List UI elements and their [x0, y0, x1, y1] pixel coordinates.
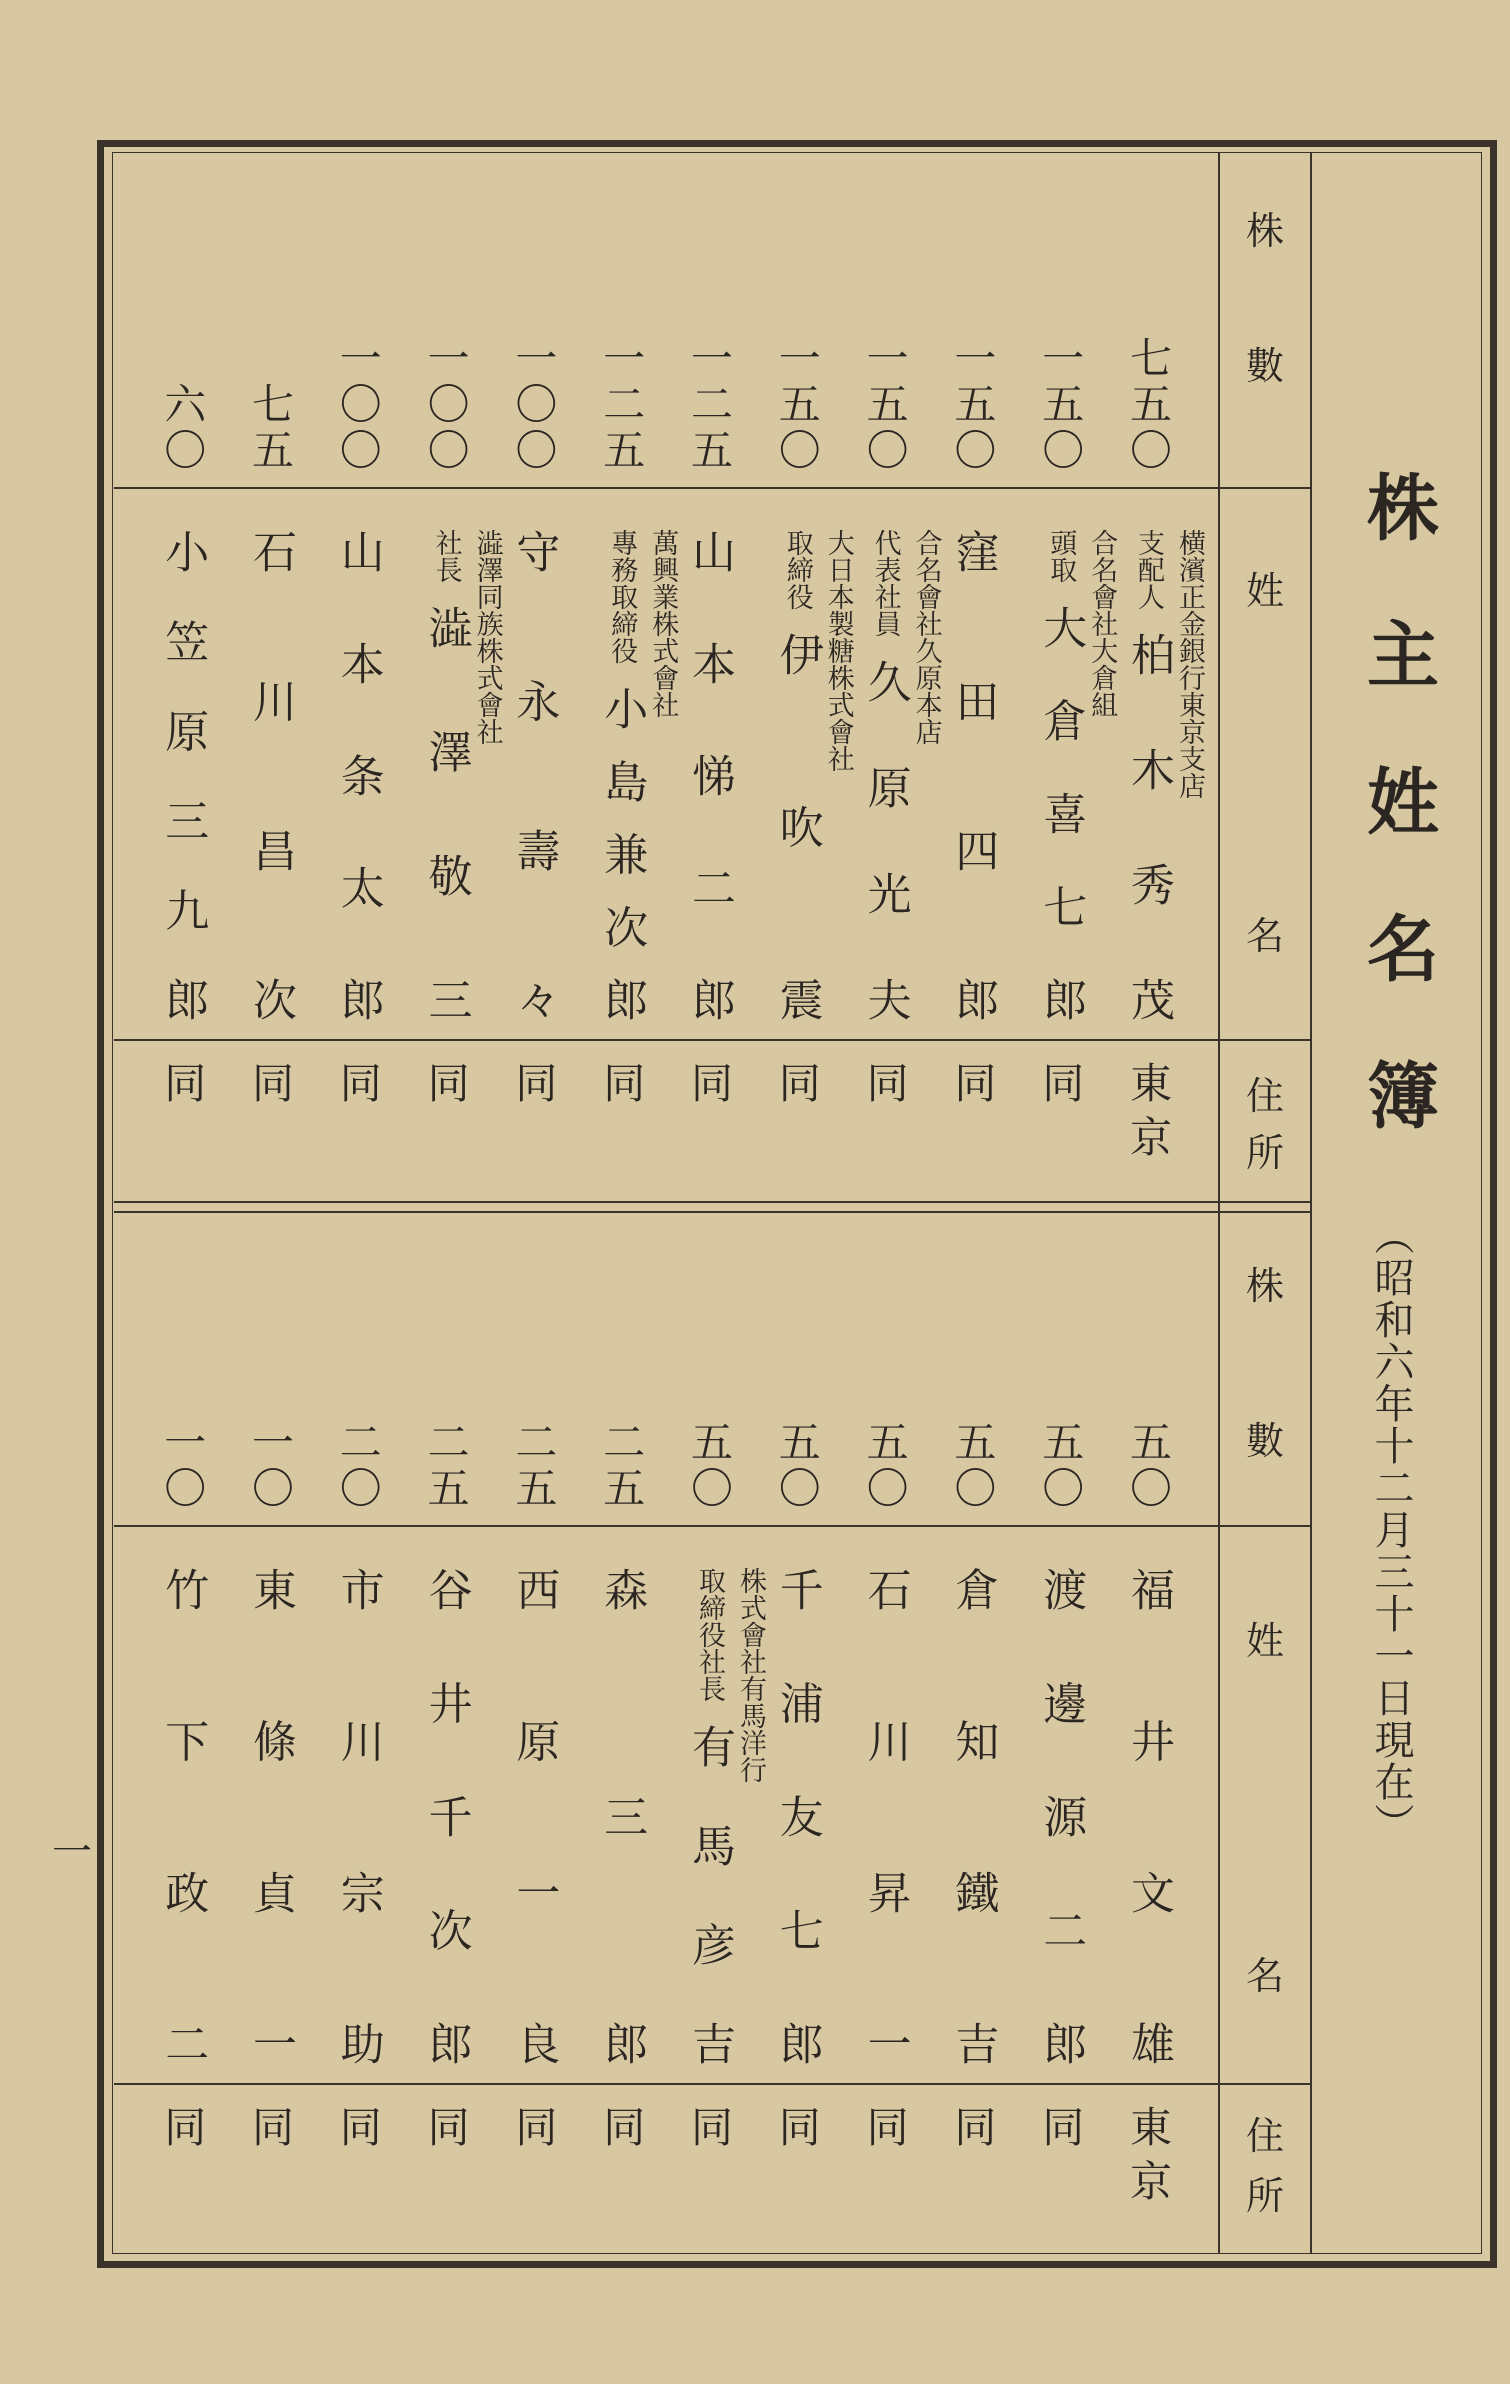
address-cell [226, 1041, 314, 1201]
header-address [1235, 2105, 1295, 2220]
share-count: 二五 [509, 1420, 559, 1512]
share-count-cell [753, 152, 841, 474]
shareholder-name: 山本悌二郎 [684, 529, 735, 1021]
shareholder-name-cell [1104, 489, 1205, 1039]
name-column [155, 1567, 209, 2065]
address-cell [928, 1041, 1016, 1201]
shareholder-name-cell [402, 489, 503, 1039]
share-count-cell [1104, 152, 1192, 474]
position-title: 支配人 [1133, 529, 1164, 610]
share-count-cell [753, 1213, 841, 1512]
company-affiliation: 澁澤同族株式會社 [471, 529, 503, 745]
share-count: 一〇 [246, 1420, 295, 1512]
share-count: 一〇〇 [509, 336, 559, 474]
shareholder-name-cell [489, 1527, 577, 2083]
address: 同 [333, 2105, 383, 2159]
section-divider [114, 1201, 1310, 1203]
shareholder-name: 山本条太郎 [332, 529, 384, 1021]
address-cell [402, 1041, 490, 1201]
address-cell [577, 1041, 665, 1201]
share-count: 五〇 [1036, 1420, 1086, 1512]
header-shares [1235, 200, 1295, 390]
share-count: 七五〇 [1124, 336, 1173, 474]
share-count: 一二五 [597, 336, 647, 474]
title-column-divider [1310, 152, 1312, 2254]
company-affiliation: 株式會社有馬洋行 [735, 1567, 766, 1783]
shareholder-name-cell [665, 1527, 766, 2083]
address: 同 [860, 2105, 910, 2159]
header-name [1235, 1610, 1295, 2000]
name-column [243, 529, 297, 1021]
share-count-cell [928, 1213, 1016, 1512]
address-cell [402, 2085, 490, 2250]
name-column [506, 529, 560, 1021]
header-char: 株 [1245, 209, 1284, 253]
share-count-cell [402, 152, 490, 474]
position-title: 取締役 [781, 529, 813, 610]
address: 同 [685, 1061, 734, 1115]
name-column [682, 1567, 736, 2065]
share-count-cell [1016, 152, 1104, 474]
shareholder-name: 千浦友七郎 [771, 1567, 823, 2065]
header-column-divider [1218, 152, 1220, 2254]
shareholder-name: 大倉喜七郎 [1035, 605, 1087, 1021]
shareholder-name-cell [226, 489, 314, 1039]
position-title: 代表社員 [869, 529, 901, 637]
shareholder-name: 柏木秀茂 [1123, 632, 1174, 1021]
shareholder-name-cell [138, 1527, 226, 2083]
shareholder-name-cell [665, 489, 753, 1039]
address-cell [314, 2085, 402, 2250]
address-cell [753, 2085, 841, 2250]
address: 同 [158, 2105, 208, 2159]
header-char: 名 [1245, 914, 1284, 958]
address: 同 [948, 1061, 998, 1115]
shareholder-name: 渡邊源二郎 [1035, 1567, 1087, 2065]
shareholder-name: 森三郎 [596, 1567, 648, 2065]
name-column [945, 529, 999, 1021]
address: 同 [948, 2105, 998, 2159]
share-count-cell [928, 152, 1016, 474]
address-cell [841, 1041, 929, 1201]
name-column [594, 529, 648, 1021]
address-cell [841, 2085, 929, 2250]
name-column [1033, 529, 1087, 1021]
share-count: 二〇 [333, 1420, 383, 1512]
shareholder-name: 守永壽々 [508, 529, 560, 1021]
share-count: 二五 [597, 1420, 647, 1512]
shareholder-name-cell [841, 1527, 929, 2083]
name-column [858, 529, 912, 1021]
share-count-cell [665, 152, 753, 474]
name-column [682, 529, 736, 1021]
company-affiliation: 合名會社久原本店 [910, 529, 942, 745]
header-char: 住 [1245, 2114, 1284, 2158]
shareholder-name-cell [1016, 489, 1118, 1039]
address-cell [314, 1041, 402, 1201]
name-column [506, 1567, 560, 2065]
header-char: 數 [1245, 1419, 1284, 1463]
shareholder-name: 窪田四郎 [947, 529, 999, 1021]
share-count-cell [314, 152, 402, 474]
shareholder-name-cell [577, 489, 679, 1039]
share-count-cell [402, 1213, 490, 1512]
position-title: 社長 [430, 529, 462, 583]
shareholder-name-cell [928, 1527, 1016, 2083]
header-address [1235, 1065, 1295, 1177]
header-char: 所 [1245, 2174, 1284, 2218]
shareholder-name-cell [577, 1527, 665, 2083]
share-count-cell [138, 152, 226, 474]
shareholder-name: 久原光夫 [859, 659, 911, 1021]
name-column [1121, 1567, 1175, 2065]
share-count: 五〇 [860, 1420, 910, 1512]
header-char: 住 [1245, 1074, 1284, 1118]
address-cell [753, 1041, 841, 1201]
header-char: 姓 [1245, 569, 1284, 613]
address-cell [138, 1041, 226, 1201]
address: 東京 [1124, 2105, 1173, 2213]
header-char: 數 [1245, 344, 1284, 388]
share-count: 一二五 [685, 336, 734, 474]
address: 同 [597, 2105, 647, 2159]
shareholder-name-cell [314, 1527, 402, 2083]
name-column [1033, 1567, 1087, 2065]
share-count: 五〇 [685, 1420, 734, 1512]
company-affiliation: 横濱正金銀行東京支店 [1174, 529, 1205, 799]
share-count-cell [489, 152, 577, 474]
share-count-cell [314, 1213, 402, 1512]
address-cell [665, 1041, 753, 1201]
shareholder-name-cell [1104, 1527, 1192, 2083]
company-affiliation: 合名會社大倉組 [1086, 529, 1118, 718]
header-char: 所 [1245, 1131, 1284, 1175]
share-count-cell [841, 152, 929, 474]
share-count-cell [841, 1213, 929, 1512]
shareholder-name-cell [138, 489, 226, 1039]
shareholder-name: 小笠原三九郎 [157, 529, 209, 1021]
name-column [1121, 529, 1175, 1021]
address: 同 [246, 1061, 295, 1115]
address-cell [928, 2085, 1016, 2250]
share-count: 一〇 [158, 1420, 208, 1512]
name-column [858, 1567, 912, 2065]
shareholder-name-cell [1016, 1527, 1104, 2083]
shareholder-name: 福井文雄 [1123, 1567, 1174, 2065]
name-column [594, 1567, 648, 2065]
share-count: 一〇〇 [421, 336, 471, 474]
address-cell [1016, 2085, 1104, 2250]
position-title: 專務取締役 [606, 529, 638, 664]
address: 同 [509, 2105, 559, 2159]
header-char: 姓 [1245, 1619, 1284, 1663]
position-title: 取締役社長 [694, 1567, 725, 1702]
share-count: 二五 [421, 1420, 471, 1512]
share-count-cell [226, 152, 314, 474]
name-column [331, 529, 385, 1021]
address: 東京 [1124, 1061, 1173, 1169]
address: 同 [509, 1061, 559, 1115]
address: 同 [1036, 2105, 1086, 2159]
share-count: 一五〇 [772, 336, 822, 474]
share-count: 一五〇 [1036, 336, 1086, 474]
address: 同 [597, 1061, 647, 1115]
address: 同 [421, 2105, 471, 2159]
name-column [243, 1567, 297, 2065]
share-count: 五〇 [772, 1420, 822, 1512]
shareholder-name-cell [402, 1527, 490, 2083]
name-column [331, 1567, 385, 2065]
share-count: 一五〇 [860, 336, 910, 474]
share-count: 六〇 [158, 382, 208, 474]
name-column [155, 529, 209, 1021]
share-count-cell [226, 1213, 314, 1512]
shareholder-name: 石川昌次 [245, 529, 296, 1021]
name-column [770, 1567, 824, 2065]
shareholder-name-cell [314, 489, 402, 1039]
share-count: 一〇〇 [333, 336, 383, 474]
page-number: 一 [52, 1829, 92, 1875]
address-cell [1016, 1041, 1104, 1201]
shareholder-name: 有馬彦吉 [684, 1724, 735, 2065]
share-count-cell [577, 1213, 665, 1512]
as-of-date: （昭和六年十二月三十一日現在） [1368, 1215, 1414, 1845]
share-count-cell [665, 1213, 753, 1512]
address: 同 [158, 1061, 208, 1115]
page-title: 株主姓名簿 [1355, 470, 1440, 1130]
share-count-cell [489, 1213, 577, 1512]
address: 同 [685, 2105, 734, 2159]
company-affiliation: 萬興業株式會社 [647, 529, 679, 718]
share-count: 五〇 [948, 1420, 998, 1512]
shareholder-name: 倉知鐵吉 [947, 1567, 999, 2065]
address-cell [226, 2085, 314, 2250]
address-cell [665, 2085, 753, 2250]
address-cell [489, 1041, 577, 1201]
shareholder-name: 市川宗助 [332, 1567, 384, 2065]
shareholder-name: 伊吹震 [771, 632, 823, 1021]
share-count-cell [577, 152, 665, 474]
shareholder-name: 澁澤敬三 [420, 605, 472, 1021]
shareholder-name: 石川昇一 [859, 1567, 911, 2065]
header-char: 株 [1245, 1264, 1284, 1308]
address: 同 [772, 1061, 822, 1115]
address-cell [577, 2085, 665, 2250]
address-cell [489, 2085, 577, 2250]
company-affiliation: 大日本製糖株式會社 [822, 529, 854, 772]
header-char: 名 [1245, 1954, 1284, 1998]
name-column [945, 1567, 999, 2065]
name-column [419, 1567, 473, 2065]
share-count-cell [138, 1213, 226, 1512]
address: 同 [860, 1061, 910, 1115]
shareholder-name: 東條貞一 [245, 1567, 296, 2065]
position-title: 頭取 [1045, 529, 1077, 583]
share-count: 五〇 [1124, 1420, 1173, 1512]
header-shares [1235, 1255, 1295, 1465]
shareholder-name: 谷井千次郎 [420, 1567, 472, 2065]
shareholder-name: 小島兼次郎 [596, 686, 648, 1021]
name-column [419, 529, 473, 1021]
address: 同 [421, 1061, 471, 1115]
shareholder-name: 竹下政二 [157, 1567, 209, 2065]
address-cell [138, 2085, 226, 2250]
address-cell [1104, 2085, 1192, 2250]
header-name [1235, 560, 1295, 960]
share-count-cell [1104, 1213, 1192, 1512]
name-column [770, 529, 824, 1021]
share-count: 七五 [246, 382, 295, 474]
address: 同 [333, 1061, 383, 1115]
shareholder-name-cell [226, 1527, 314, 2083]
address: 同 [772, 2105, 822, 2159]
address: 同 [246, 2105, 295, 2159]
share-count: 一五〇 [948, 336, 998, 474]
address: 同 [1036, 1061, 1086, 1115]
share-count-cell [1016, 1213, 1104, 1512]
shareholder-name-cell [753, 489, 854, 1039]
shareholder-name: 西原一良 [508, 1567, 560, 2065]
address-cell [1104, 1041, 1192, 1201]
